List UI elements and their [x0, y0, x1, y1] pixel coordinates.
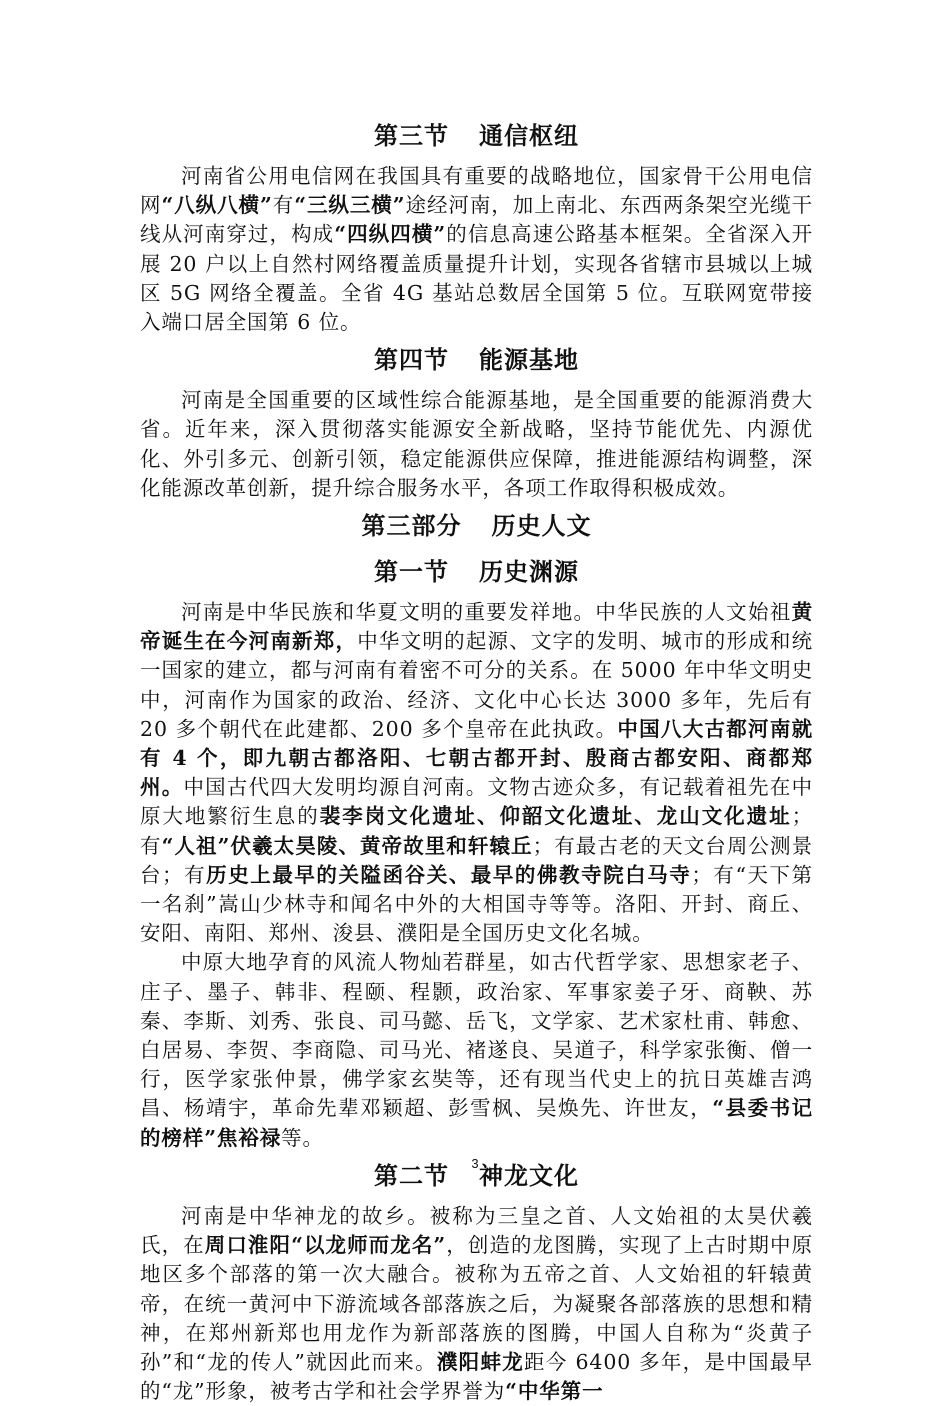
text-run: 距今 6400 多年，是中国最早的“龙”形象，被考古学和社会学界誉为 — [140, 1349, 813, 1404]
text-run: 有 — [272, 193, 295, 218]
text-run: 河南是全国重要的区域性综合能源基地，是全国重要的能源消费大省。近年来，深入贯彻落实能源安全新战略，坚持节能优先、内源优化、外引多元、创新引领，稳定能源供应保障，推进能源结构调整，深化能源改革创新，提升综合服务水平，各项工作取得积极成效。 — [140, 388, 813, 500]
heading-title: 通信枢纽 — [479, 122, 579, 150]
bold-text: “中华第一 — [505, 1379, 604, 1404]
text-run: 河南是中华神龙的故乡。被称为三皇之首、人文始祖的太昊伏羲氏，在 — [140, 1203, 813, 1258]
body-paragraph — [140, 162, 813, 337]
section-heading — [140, 116, 813, 156]
text-run: 河南是中华民族和华夏文明的重要发祥地。中华民族的人文始祖 — [181, 600, 792, 625]
heading-number: 第三节 — [374, 122, 449, 150]
body-paragraph — [140, 1202, 813, 1406]
bold-text: 历史上最早的关隘函谷关、最早的佛教寺院白马寺 — [206, 862, 692, 887]
bold-text: 中国八大古都河南就有 4 个，即九朝古都洛阳、七朝古都开封、殷商古都安阳、商都郑州。 — [140, 716, 813, 800]
bold-text: “县委书记的榜样”焦裕禄 — [140, 1096, 813, 1150]
heading-title: 历史人文 — [491, 512, 592, 541]
bold-text: 黄帝诞生在今河南新郑， — [140, 600, 813, 654]
page-number: 3 — [471, 1156, 479, 1171]
bold-text: 裴李岗文化遗址、仰韶文化遗址、龙山文化遗址 — [319, 804, 792, 829]
bold-text: 周口淮阳“以龙师而龙名” — [204, 1233, 447, 1258]
section-heading — [140, 552, 813, 592]
text-run: 中国古代四大发明均源自河南。文物古迹众多，有记载着祖先在中原大地繁衍生息的 — [140, 775, 813, 829]
text-run: 中华文明的起源、文字的发明、城市的形成和统一国家的建立，都与河南有着密不可分的关系。在 5000 年中华文明史中，河南作为国家的政治、经济、文化中心长达 3000 多年，先后有 20 多个朝代在此建都、200 多个皇帝在此执政。 — [140, 629, 813, 741]
text-run: 的信息高速公路基本框架。全省深入开展 20 户以上自然村网络覆盖质量提升计划，实现各省辖市县城以上城区 5G 网络全覆盖。全省 4G 基站总数居全国第 5 位。互联网宽带接入端口居全国第 6 位。 — [140, 222, 813, 335]
text-run: ，创造的龙图腾，实现了上古时期中原地区多个部落的第一次大融合。被称为五帝之首、人文始祖的轩辕黄帝，在统一黄河中下游流域各部落族之后，为凝聚各部落族的思想和精神，在郑州新郑也用龙作为新部落族的图腾，中国人自称为“炎黄子孙”和“龙的传人”就因此而来。 — [140, 1233, 813, 1374]
heading-number: 第一节 — [374, 558, 449, 587]
heading-number: 第二节 — [374, 1161, 449, 1190]
bold-text: “人祖”伏羲太昊陵、黄帝故里和轩辕丘 — [161, 833, 533, 858]
heading-number: 第三部分 — [361, 512, 462, 541]
bold-text: 濮阳蚌龙 — [436, 1349, 525, 1374]
bold-text: “四纵四横” — [334, 222, 447, 247]
text-run: 等。 — [281, 1125, 324, 1150]
section-heading — [140, 506, 813, 546]
page-content — [140, 113, 813, 1406]
bold-text: “八纵八横” — [161, 193, 273, 218]
bold-text: “三纵三横” — [294, 193, 406, 218]
heading-title: 能源基地 — [479, 346, 579, 375]
text-run: ；有最古老的天文台周公测景台；有 — [140, 833, 813, 887]
body-paragraph — [140, 386, 813, 503]
body-paragraph — [140, 948, 813, 1152]
section-heading — [140, 340, 813, 380]
text-run: ；有“天下第一名刹”嵩山少林寺和闻名中外的大相国寺等等。洛阳、开封、商丘、安阳、南阳、郑州、浚县、濮阳是全国历史文化名城。 — [140, 862, 813, 946]
text-run: 中原大地孕育的风流人物灿若群星，如古代哲学家、思想家老子、庄子、墨子、韩非、程颐、程颢，政治家、军事家姜子牙、商鞅、苏秦、李斯、刘秀、张良、司马懿、岳飞，文学家、艺术家杜甫、韩愈、白居易、李贺、李商隐、司马光、褚遂良、吴道子，科学家张衡、僧一行，医学家张仲景，佛学家玄奘等，还有现当代史上的抗日英雄吉鸿昌、杨靖宇，革命先辈邓颖超、彭雪枫、吴焕先、许世友， — [140, 950, 813, 1121]
heading-title: 历史渊源 — [479, 558, 579, 587]
text-run: ；有 — [140, 804, 813, 858]
text-run: 河南省公用电信网在我国具有重要的战略地位，国家骨干公用电信网 — [140, 164, 813, 218]
body-paragraph — [140, 598, 813, 948]
heading-number: 第四节 — [374, 346, 449, 375]
text-run: 途经河南，加上南北、东西两条架空光缆干线从河南穿过，构成 — [140, 193, 813, 247]
heading-title: 神龙文化 — [479, 1161, 579, 1190]
